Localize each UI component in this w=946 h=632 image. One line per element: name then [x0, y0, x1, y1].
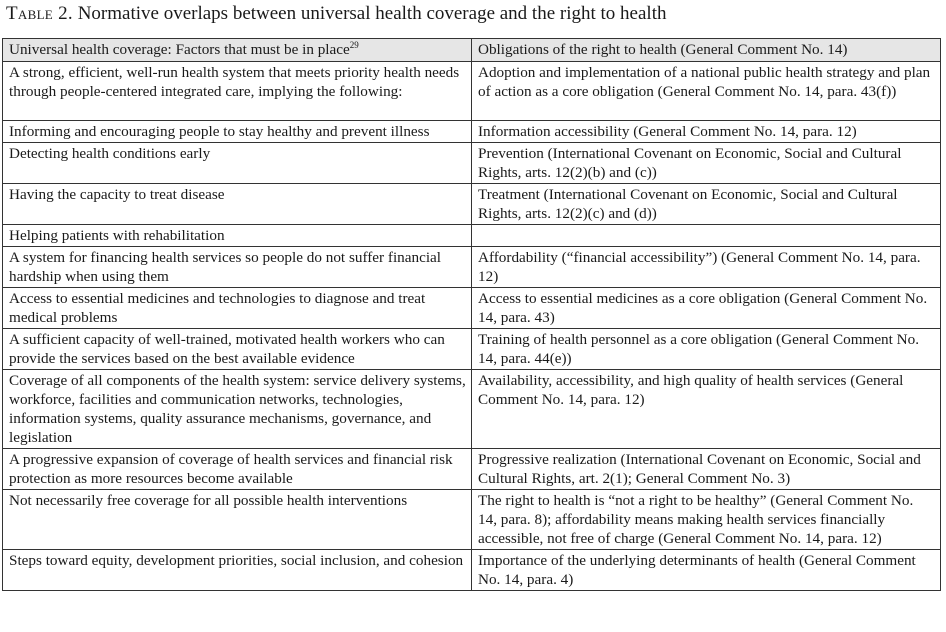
- obligation-cell: Treatment (International Covenant on Economic, Social and Cultural Rights, arts. 12(2)(c) and (d)): [472, 184, 941, 225]
- uhc-cell: Steps toward equity, development priorities, social inclusion, and cohesion: [3, 550, 472, 591]
- uhc-cell: A strong, efficient, well-run health system that meets priority health needs through people-centered integrated care, implying the following:: [3, 62, 472, 121]
- header-uhc-text: Universal health coverage: Factors that must be in place: [9, 41, 350, 58]
- table-row: [3, 143, 941, 184]
- obligation-cell: The right to health is “not a right to be healthy” (General Comment No. 14, para. 8); affordability means making health services financially accessible, not free of charge (General Comment No. 14, para. 12): [472, 490, 941, 550]
- table-title: Normative overlaps between universal health coverage and the right to health: [77, 3, 667, 24]
- obligation-cell: Affordability (“financial accessibility”) (General Comment No. 14, para. 12): [472, 247, 941, 288]
- uhc-cell: Coverage of all components of the health system: service delivery systems, workforce, facilities and communication networks, technologies, information systems, quality assurance mechanisms, governance, and legislation: [3, 370, 472, 449]
- uhc-cell: Not necessarily free coverage for all possible health interventions: [3, 490, 472, 550]
- obligation-cell: [472, 225, 941, 247]
- uhc-cell: Having the capacity to treat disease: [3, 184, 472, 225]
- obligation-cell: Progressive realization (International Covenant on Economic, Social and Cultural Rights, art. 2(1); General Comment No. 3): [472, 449, 941, 490]
- obligation-cell: Importance of the underlying determinants of health (General Comment No. 14, para. 4): [472, 550, 941, 591]
- uhc-cell: Informing and encouraging people to stay healthy and prevent illness: [3, 121, 472, 143]
- uhc-cell: Helping patients with rehabilitation: [3, 225, 472, 247]
- uhc-cell: A progressive expansion of coverage of health services and financial risk protection as more resources become available: [3, 449, 472, 490]
- obligation-cell: Training of health personnel as a core obligation (General Comment No. 14, para. 44(e)): [472, 329, 941, 370]
- table-row: [3, 550, 941, 591]
- header-right-to-health: Obligations of the right to health (General Comment No. 14): [472, 39, 941, 62]
- header-uhc: [3, 39, 472, 62]
- table-caption: [6, 2, 666, 26]
- table-row: [3, 329, 941, 370]
- obligation-cell: Availability, accessibility, and high quality of health services (General Comment No. 14, para. 12): [472, 370, 941, 449]
- obligation-cell: Adoption and implementation of a national public health strategy and plan of action as a core obligation (General Comment No. 14, para. 43(f)): [472, 62, 941, 121]
- table-row: [3, 288, 941, 329]
- obligation-cell: Access to essential medicines as a core obligation (General Comment No. 14, para. 43): [472, 288, 941, 329]
- table-row: [3, 184, 941, 225]
- uhc-cell: Access to essential medicines and technologies to diagnose and treat medical problems: [3, 288, 472, 329]
- table-row: [3, 370, 941, 449]
- table-header-row: [3, 39, 941, 62]
- table-row: [3, 121, 941, 143]
- obligation-cell: Information accessibility (General Comment No. 14, para. 12): [472, 121, 941, 143]
- header-footnote: 29: [349, 39, 359, 50]
- uhc-cell: Detecting health conditions early: [3, 143, 472, 184]
- table-row: [3, 62, 941, 121]
- uhc-cell: A system for financing health services so people do not suffer financial hardship when using them: [3, 247, 472, 288]
- obligation-cell: Prevention (International Covenant on Economic, Social and Cultural Rights, arts. 12(2)(b) and (c)): [472, 143, 941, 184]
- overlap-table: [2, 38, 941, 591]
- table-row: [3, 247, 941, 288]
- table-label: Table 2.: [6, 3, 73, 24]
- uhc-cell: A sufficient capacity of well-trained, motivated health workers who can provide the services based on the best available evidence: [3, 329, 472, 370]
- table-row: [3, 225, 941, 247]
- table-row: [3, 490, 941, 550]
- table-row: [3, 449, 941, 490]
